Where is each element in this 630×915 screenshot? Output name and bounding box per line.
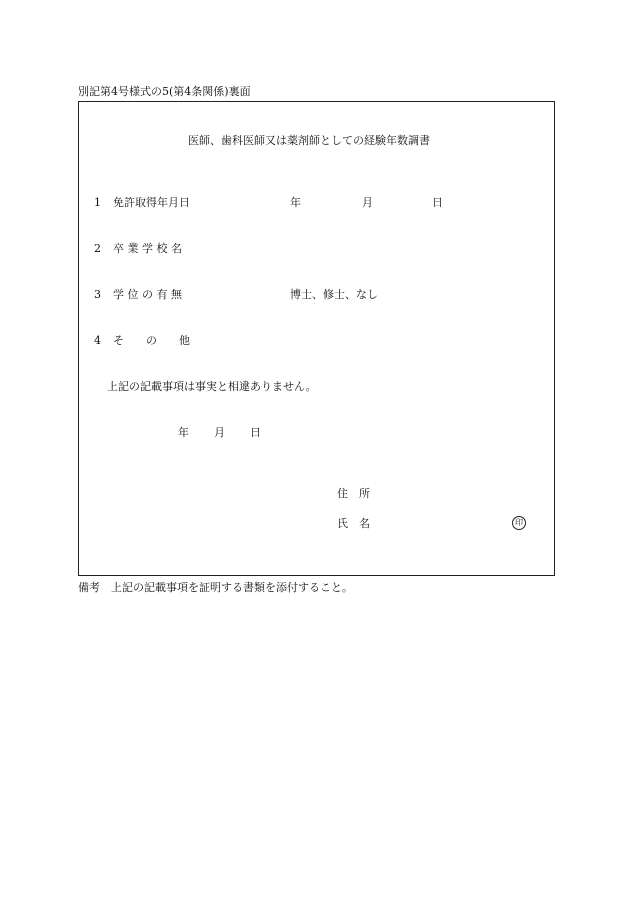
signed-month-label[interactable]: 月: [214, 426, 225, 439]
form-header-label: 別記第4号様式の5(第4条関係)裏面: [78, 85, 251, 98]
seal-stamp-mark: 印: [512, 516, 526, 530]
form-title: 医師、歯科医師又は薬剤師としての経験年数調書: [188, 134, 430, 147]
item-number-4: 4: [94, 334, 101, 347]
license-year-label[interactable]: 年: [290, 196, 301, 209]
license-month-label[interactable]: 月: [362, 196, 373, 209]
address-label: 住 所: [337, 487, 370, 500]
item-number-2: 2: [94, 242, 101, 255]
license-day-label[interactable]: 日: [432, 196, 443, 209]
item-number-1: 1: [94, 196, 101, 209]
item-label-school: 卒 業 学 校 名: [113, 242, 182, 255]
declaration-text: 上記の記載事項は事実と相違ありません。: [107, 380, 317, 393]
signed-year-label[interactable]: 年: [178, 426, 189, 439]
name-label: 氏 名: [337, 517, 370, 530]
item-label-other: そ の 他: [113, 334, 190, 347]
remarks-note: 備考 上記の記載事項を証明する書類を添付すること。: [78, 581, 353, 594]
item-number-3: 3: [94, 288, 101, 301]
signed-day-label[interactable]: 日: [250, 426, 261, 439]
degree-options[interactable]: 博士、修士、なし: [290, 288, 378, 301]
item-label-degree: 学 位 の 有 無: [113, 288, 182, 301]
item-label-license-date: 免許取得年月日: [113, 196, 190, 209]
